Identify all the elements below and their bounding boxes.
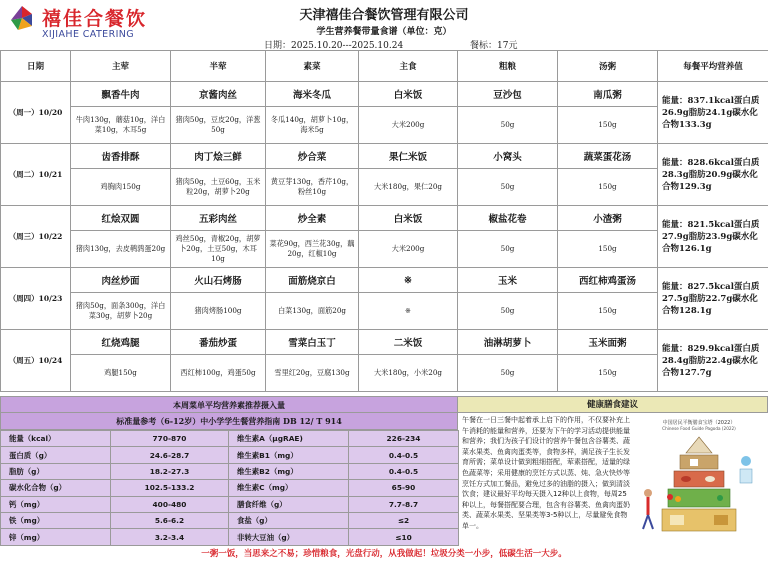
ingredient-amount: 150g bbox=[558, 231, 658, 268]
dish-name: 玉米面粥 bbox=[558, 330, 658, 355]
health-advice-text: 午餐在一日三餐中起着承上启下的作用，不仅要补充上午消耗的能量和营养，还要为下午的学习活动提供能量和营养；我们为孩子们设计的营养午餐包含谷薯类、蔬菜水果类、鱼禽肉蛋类等，食物多样，满足孩子生长发育所需；菜单设计做到粗细搭配，荤素搭配，适量的绿色蔬菜等；采用健康的烹饪方式以蒸、炖、急火快炒等烹饪方式加工餐品，避免过多的油脂的摄入；做到清淡饮食；建议最好平均每天摄入12种以上食物，每周25种以上，每餐搭配要合理，包含有谷薯类、鱼禽肉蛋奶类、蔬菜水果类、坚果类等3-5种以上，尽量避免食物单一。 bbox=[462, 416, 630, 530]
footer-slogan: 一粥一饭，当思来之不易；珍惜粮食，光盘行动，从我做起！垃圾分类一小步，低碳生活一大步。 bbox=[201, 549, 567, 559]
dish-name: 番茄炒蛋 bbox=[171, 330, 266, 355]
column-header: 素菜 bbox=[266, 51, 359, 82]
nutrition-line: 合物129.3g bbox=[662, 181, 712, 192]
nutrient-name: 维生素C（mg） bbox=[229, 480, 349, 496]
dish-name: 五彩肉丝 bbox=[171, 206, 266, 231]
dish-name: 红烩双圆 bbox=[71, 206, 171, 231]
nutrition-line: 26.9g脂肪24.1g碳水化 bbox=[662, 107, 758, 118]
meal-price: 餐标：17元 bbox=[470, 41, 518, 51]
nutrition-reference-table bbox=[0, 430, 459, 546]
column-header: 日期 bbox=[1, 51, 71, 82]
nutrition-line: 28.3g脂肪20.9g碳水化 bbox=[662, 169, 758, 180]
nutrient-name: 锌（mg） bbox=[1, 529, 111, 545]
nutrient-range: 226-234 bbox=[349, 431, 459, 447]
nutrition-reference-standard: 标准量参考（6-12岁）中小学学生餐营养指南 DB 12/ T 914 bbox=[0, 413, 458, 430]
page-header bbox=[0, 0, 768, 50]
dish-name: 小窝头 bbox=[458, 144, 558, 169]
nutrient-range: ≤10 bbox=[349, 529, 459, 545]
nutrient-name: 蛋白质（g） bbox=[1, 447, 111, 463]
nutrient-range: 400-480 bbox=[111, 496, 229, 512]
ingredient-amount: 冬瓜140g，胡萝卜10g，海米5g bbox=[266, 107, 359, 144]
nutrient-range: 102.5-133.2 bbox=[111, 480, 229, 496]
ingredient-amount: ※ bbox=[359, 293, 458, 330]
dish-name: 京酱肉丝 bbox=[171, 82, 266, 107]
nutrient-name: 非转大豆油（g） bbox=[229, 529, 349, 545]
food-pagoda-icon bbox=[634, 431, 764, 543]
dish-name: 豆沙包 bbox=[458, 82, 558, 107]
dish-name: 炒全素 bbox=[266, 206, 359, 231]
nutrient-row bbox=[1, 529, 459, 545]
ingredient-amount: 150g bbox=[558, 355, 658, 392]
ingredient-amount: 雪里红20g，豆腐130g bbox=[266, 355, 359, 392]
dish-name: 炒合菜 bbox=[266, 144, 359, 169]
dish-name: 红烧鸡腿 bbox=[71, 330, 171, 355]
nutrient-row bbox=[1, 512, 459, 528]
ingredient-amount: 大米200g bbox=[359, 231, 458, 268]
ingredient-amount: 菜花90g，西兰花30g，藕20g，红椒10g bbox=[266, 231, 359, 268]
dish-name: 白米饭 bbox=[359, 82, 458, 107]
dish-name: 南瓜粥 bbox=[558, 82, 658, 107]
nutrient-range: ≤2 bbox=[349, 512, 459, 528]
dish-name: 雪菜白玉丁 bbox=[266, 330, 359, 355]
day-label: （周二）10/21 bbox=[1, 144, 71, 206]
dish-name: 蔬菜蛋花汤 bbox=[558, 144, 658, 169]
day-label: （周一）10/20 bbox=[1, 82, 71, 144]
dish-name: 果仁米饭 bbox=[359, 144, 458, 169]
ingredient-amount: 大米200g bbox=[359, 107, 458, 144]
ingredient-amount: 牛肉130g，蘑菇10g，洋白菜10g，木耳5g bbox=[71, 107, 171, 144]
column-header: 每餐平均营养值 bbox=[658, 51, 768, 82]
meal-nutrition-value bbox=[658, 268, 768, 330]
column-header: 汤粥 bbox=[558, 51, 658, 82]
ingredient-amount: 猪肉130g，去皮鹌鹑蛋20g bbox=[71, 231, 171, 268]
ingredient-amount: 50g bbox=[458, 293, 558, 330]
ingredient-amount: 黄豆芽130g，香芹10g，粉丝10g bbox=[266, 169, 359, 206]
dish-name: 面筋烧京白 bbox=[266, 268, 359, 293]
dish-name: 白米饭 bbox=[359, 206, 458, 231]
nutrient-row bbox=[1, 496, 459, 512]
meal-nutrition-value bbox=[658, 144, 768, 206]
nutrition-line: 合物126.1g bbox=[662, 243, 712, 254]
nutrient-name: 维生素B1（mg） bbox=[229, 447, 349, 463]
nutrient-name: 维生素A（μgRAE) bbox=[229, 431, 349, 447]
day-label: （周三）10/22 bbox=[1, 206, 71, 268]
nutrient-name: 能量（kcal） bbox=[1, 431, 111, 447]
nutrition-line: 合物128.1g bbox=[662, 305, 712, 316]
column-header: 主荤 bbox=[71, 51, 171, 82]
ingredient-amount: 猪肉50g，面条300g，洋白菜30g，胡萝卜20g bbox=[71, 293, 171, 330]
nutrient-range: 7.7-8.7 bbox=[349, 496, 459, 512]
dish-name: 火山石烤肠 bbox=[171, 268, 266, 293]
pagoda-subtitle: Chinese Food Guide Pagoda (2022) bbox=[662, 426, 736, 431]
menu-ingredient-row bbox=[1, 355, 768, 392]
nutrient-row bbox=[1, 431, 459, 447]
date-range: 日期：2025.10.20---2025.10.24 bbox=[264, 41, 404, 51]
nutrient-name: 脂肪（g） bbox=[1, 463, 111, 479]
nutrition-line: 能量：837.1kcal蛋白质 bbox=[662, 95, 760, 106]
ingredient-amount: 鸡腿150g bbox=[71, 355, 171, 392]
nutrition-line: 能量：829.9kcal蛋白质 bbox=[662, 343, 760, 354]
menu-ingredient-row bbox=[1, 107, 768, 144]
ingredient-amount: 50g bbox=[458, 169, 558, 206]
company-name: 天津禧佳合餐饮管理有限公司 bbox=[299, 8, 469, 23]
ingredient-amount: 150g bbox=[558, 169, 658, 206]
ingredient-amount: 50g bbox=[458, 231, 558, 268]
menu-dish-row bbox=[1, 330, 768, 355]
dish-name: 二米饭 bbox=[359, 330, 458, 355]
menu-dish-row bbox=[1, 268, 768, 293]
ingredient-amount: 鸡胸肉150g bbox=[71, 169, 171, 206]
nutrient-name: 膳食纤维（g） bbox=[229, 496, 349, 512]
logo-mark-icon bbox=[8, 4, 36, 32]
meal-nutrition-value bbox=[658, 206, 768, 268]
logo-name-en: XIJIAHE CATERING bbox=[42, 29, 135, 40]
dish-name: 西红柿鸡蛋汤 bbox=[558, 268, 658, 293]
nutrition-line: 合物133.3g bbox=[662, 119, 712, 130]
column-header: 粗粮 bbox=[458, 51, 558, 82]
ingredient-amount: 50g bbox=[458, 355, 558, 392]
meal-nutrition-value bbox=[658, 82, 768, 144]
menu-header-row bbox=[1, 51, 768, 82]
ingredient-amount: 西红柿100g，鸡蛋50g bbox=[171, 355, 266, 392]
nutrient-range: 3.2-3.4 bbox=[111, 529, 229, 545]
menu-subtitle: 学生营养餐带量食谱（单位：克） bbox=[316, 27, 452, 37]
menu-dish-row bbox=[1, 144, 768, 169]
nutrient-row bbox=[1, 463, 459, 479]
nutrition-line: 27.9g脂肪23.9g碳水化 bbox=[662, 231, 758, 242]
dish-name: 玉米 bbox=[458, 268, 558, 293]
nutrient-range: 770-870 bbox=[111, 431, 229, 447]
company-logo bbox=[2, 2, 192, 42]
ingredient-amount: 白菜130g，面筋20g bbox=[266, 293, 359, 330]
nutrition-line: 能量：821.5kcal蛋白质 bbox=[662, 219, 760, 230]
nutrient-name: 钙（mg） bbox=[1, 496, 111, 512]
menu-ingredient-row bbox=[1, 231, 768, 268]
dish-name: 椒盐花卷 bbox=[458, 206, 558, 231]
ingredient-amount: 鸡丝50g，青椒20g，胡萝卜20g，土豆50g，木耳10g bbox=[171, 231, 266, 268]
dish-name: 齿香排酥 bbox=[71, 144, 171, 169]
dish-name: 肉丝炒面 bbox=[71, 268, 171, 293]
nutrient-range: 0.4-0.5 bbox=[349, 463, 459, 479]
nutrition-line: 28.4g脂肪22.4g碳水化 bbox=[662, 355, 758, 366]
nutrient-name: 食盐（g） bbox=[229, 512, 349, 528]
dish-name: 飘香牛肉 bbox=[71, 82, 171, 107]
ingredient-amount: 50g bbox=[458, 107, 558, 144]
column-header: 半荤 bbox=[171, 51, 266, 82]
column-header: 主食 bbox=[359, 51, 458, 82]
nutrient-row bbox=[1, 447, 459, 463]
menu-ingredient-row bbox=[1, 293, 768, 330]
dish-name: 肉丁烩三鲜 bbox=[171, 144, 266, 169]
nutrient-range: 5.6-6.2 bbox=[111, 512, 229, 528]
menu-dish-row bbox=[1, 206, 768, 231]
nutrition-line: 合物127.7g bbox=[662, 367, 712, 378]
nutrition-line: 能量：828.6kcal蛋白质 bbox=[662, 157, 760, 168]
nutrient-name: 铁（mg） bbox=[1, 512, 111, 528]
nutrition-reference-title: 本周菜单平均营养素推荐摄入量 bbox=[0, 396, 458, 413]
logo-name-cn: 禧佳合餐饮 bbox=[42, 8, 148, 30]
dish-name: 海米冬瓜 bbox=[266, 82, 359, 107]
ingredient-amount: 150g bbox=[558, 107, 658, 144]
nutrient-range: 65-90 bbox=[349, 480, 459, 496]
menu-ingredient-row bbox=[1, 169, 768, 206]
nutrition-line: 能量：827.5kcal蛋白质 bbox=[662, 281, 760, 292]
bottom-section bbox=[0, 396, 768, 545]
dish-name: 油淋胡萝卜 bbox=[458, 330, 558, 355]
food-pagoda-image bbox=[634, 415, 764, 543]
ingredient-amount: 大米180g，果仁20g bbox=[359, 169, 458, 206]
dish-name: 小渣粥 bbox=[558, 206, 658, 231]
weekly-menu-table bbox=[0, 50, 768, 392]
day-label: （周五）10/24 bbox=[1, 330, 71, 392]
nutrition-line: 27.5g脂肪22.7g碳水化 bbox=[662, 293, 758, 304]
nutrient-row bbox=[1, 480, 459, 496]
meal-nutrition-value bbox=[658, 330, 768, 392]
ingredient-amount: 猪肉50g，土豆60g，玉米粒20g，胡萝卜20g bbox=[171, 169, 266, 206]
ingredient-amount: 150g bbox=[558, 293, 658, 330]
ingredient-amount: 猪肉50g，豆皮20g，洋葱50g bbox=[171, 107, 266, 144]
nutrient-name: 碳水化合物（g） bbox=[1, 480, 111, 496]
nutrient-range: 18.2-27.3 bbox=[111, 463, 229, 479]
ingredient-amount: 猪肉烤肠100g bbox=[171, 293, 266, 330]
day-label: （周四）10/23 bbox=[1, 268, 71, 330]
nutrient-range: 24.6-28.7 bbox=[111, 447, 229, 463]
nutrient-range: 0.4-0.5 bbox=[349, 447, 459, 463]
health-advice-title: 健康膳食建议 bbox=[458, 396, 768, 413]
dish-name: ※ bbox=[359, 268, 458, 293]
ingredient-amount: 大米180g，小米20g bbox=[359, 355, 458, 392]
menu-dish-row bbox=[1, 82, 768, 107]
nutrient-name: 维生素B2（mg） bbox=[229, 463, 349, 479]
pagoda-title: 中国居民平衡膳食宝塔（2022） bbox=[662, 420, 736, 426]
